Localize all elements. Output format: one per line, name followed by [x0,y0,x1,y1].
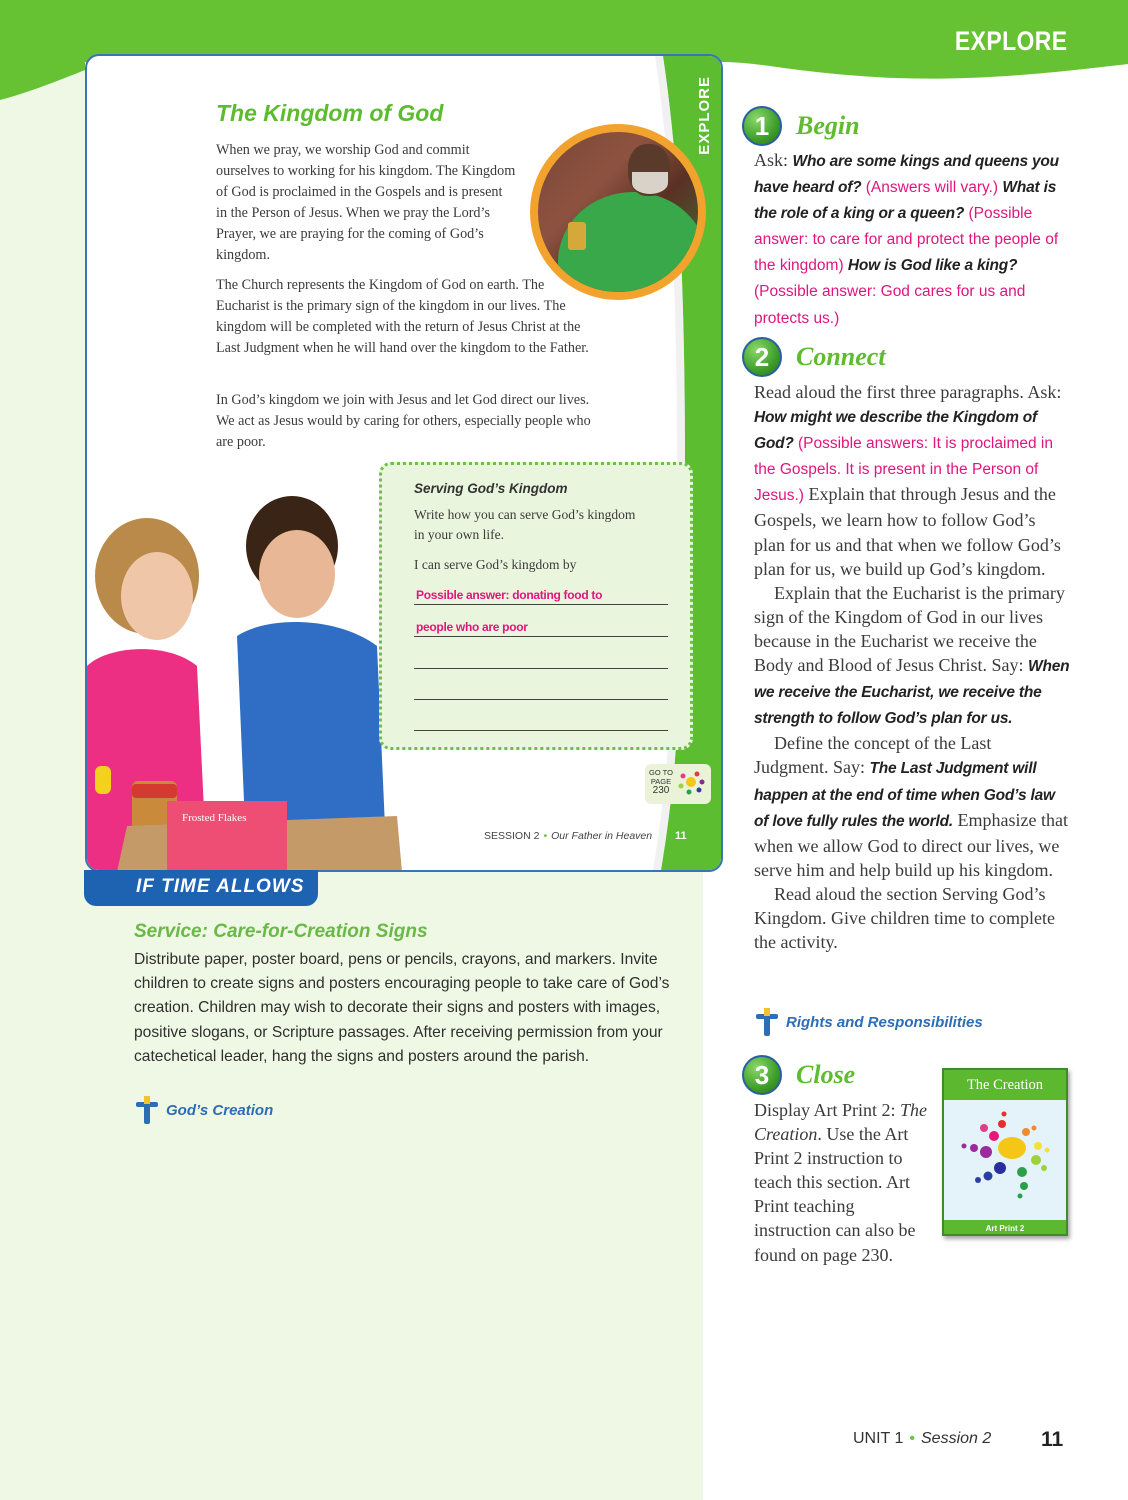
step-connect-body: Read aloud the first three paragraphs. Ask: How might we describe the Kingdom of God? (Possible answers: It is proclaimed in the Gospels. It is present in the Person of Jesus.) Explain that through Jesus and the Gospels, we learn how to follow God’s plan for us and that when we follow God’s plan for us, we build up God’s kingdom. Explain that the Eucharist is the primary sign of the Kingdom of God in our lives because in the Eucharist we receive the Body and Blood of Jesus Christ. Say: When we receive the Eucharist, we receive the strength to follow God’s plan for us. Define the concept of the Last Judgment. Say: The Last Judgment will happen at the end of time when God’s law of love fully rules the world. Emphasize that when we allow God to direct our lives, we serve him and help build up his kingdom. Read aloud the section Serving God’s Kingdom. Give children time to complete the activity. [754,382,1070,953]
answer-line[interactable] [414,647,668,669]
activity-box [379,462,693,750]
step-number-badge: 2 [742,337,782,377]
step-begin-body: Ask: Who are some kings and queens you have heard of? (Answers will vary.) What is the role of a king or a queen? (Possible answer: to care for and protect the people of the kingdom) How is God like a king? (Possible answer: God cares for us and protects us.) [754,150,1059,327]
lesson-paragraph: In God’s kingdom we join with Jesus and let God direct our lives. We act as Jesus would by caring for others, especially people who are poor. [216,392,591,450]
answer-line[interactable]: people who are poor [414,615,668,637]
goto-page-badge[interactable] [645,764,711,804]
if-time-allows-tab: IF TIME ALLOWS [84,870,318,906]
page-footer: UNIT 1 • Session 2 [853,1430,992,1447]
step-title: Close [796,1060,856,1089]
theme-link-rights-responsibilities[interactable]: Rights and Responsibilities [756,1008,983,1036]
priest-photo [530,124,706,300]
cross-icon [136,1096,158,1124]
art-print-card[interactable] [942,1068,1068,1236]
lesson-title: The Kingdom of God [216,100,444,126]
lesson-paragraph: The Church represents the Kingdom of God on earth. The Eucharist is the primary sign of the kingdom in our lives. The kingdom will be completed with the return of Jesus Christ at the Last Judgment when he will hand over the kingdom to the Father. [216,277,589,356]
step-begin-header [742,106,860,146]
creation-artwork [952,1106,1060,1216]
art-print-title: The Creation [966,1077,1044,1093]
service-activity-body: Distribute paper, poster board, pens or pencils, crayons, and markers. Invite children to create signs and posters encouraging people to take care of God’s creation. Children may wish to decorate their signs and posters with images, positive slogans, or Scripture passages. After receiving permission from your catechetical leader, hang the signs and posters around the parish. [134,951,670,1065]
step-title: Begin [796,111,860,140]
side-tab-label: EXPLORE [696,76,713,155]
svg-text:Frosted Flakes: Frosted Flakes [182,812,247,824]
student-page-number: 11 [675,830,687,842]
goto-page-number: 230 [652,785,670,796]
children-photo [87,466,407,872]
activity-prompt: I can serve God’s kingdom by [414,557,577,572]
step-number-badge: 1 [742,106,782,146]
activity-title: Serving God’s Kingdom [414,481,568,496]
theme-link-gods-creation[interactable]: God’s Creation [136,1096,273,1124]
step-close-body: Display Art Print 2: The Creation. Use the Art Print 2 instruction to teach this section. Art Print teaching instruction can also be found on page 230. [754,1100,928,1265]
step-title: Connect [796,342,886,371]
student-page-footer: SESSION 2 • Our Father in Heaven [484,830,653,842]
section-header: EXPLORE [955,26,1068,56]
student-page [85,54,723,872]
answer-line[interactable]: Possible answer: donating food to [414,583,668,605]
art-print-thumbnail-icon [675,768,707,800]
lesson-paragraph: When we pray, we worship God and commit ourselves to working for his kingdom. The Kingdom of God is proclaimed in the Gospels and is present in the Person of Jesus. When we pray the Lord’s Prayer, we are praying for the coming of God’s kingdom. [216,142,516,263]
step-close-header [742,1055,855,1095]
answer-line[interactable] [414,678,668,700]
cross-icon [756,1008,778,1036]
art-print-label: Art Print 2 [985,1224,1025,1233]
goto-label: PAGE [650,777,672,786]
page-number: 11 [1041,1428,1064,1451]
activity-instruction: Write how you can serve God’s kingdom in your own life. [414,507,636,542]
step-connect-header [742,337,886,377]
step-number-badge: 3 [742,1055,782,1095]
service-activity-title: Service: Care-for-Creation Signs [134,921,428,942]
goto-label: GO TO [649,768,673,777]
answer-line[interactable] [414,709,668,731]
